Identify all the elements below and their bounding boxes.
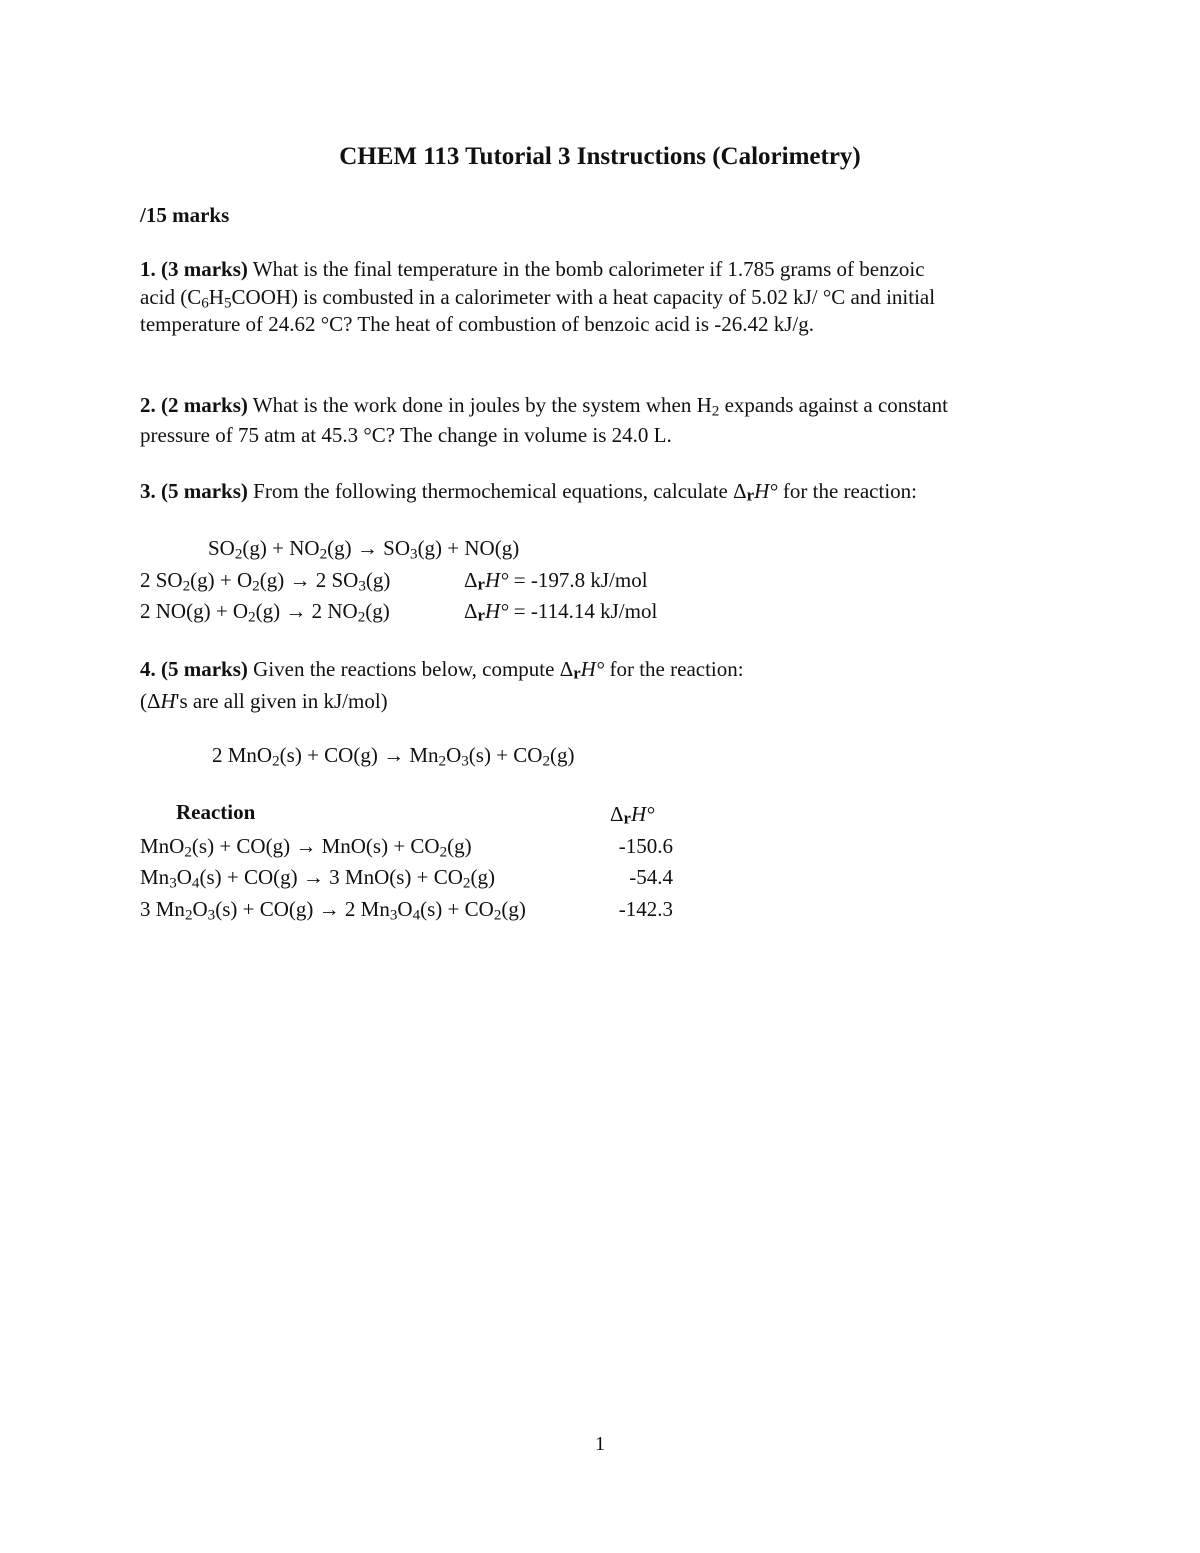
question-1-line-2: acid $(C_6H_5COOH)$ is combusted in a calorimeter with a heat capacity of 5.02 kJ/ °C and initial — [140, 285, 936, 312]
q3-target-reaction: SO2(g) + NO2(g) → SO3(g) + NO(g) — [208, 536, 520, 563]
question-3-line-1: 3. (5 marks) From the following thermochemical equations, calculate ΔrH° for the reaction: — [140, 479, 917, 505]
question-1-line-1: 1. (3 marks) What is the final temperature in the bomb calorimeter if 1.785 grams of benzoic — [140, 257, 925, 281]
table-header-enthalpy: ΔrH° — [610, 802, 655, 828]
page-title: CHEM 113 Tutorial 3 Instructions (Calorimetry) — [339, 143, 861, 170]
question-2-line-1: 2. (2 marks) What is the work done in joules by the system when $H_2$ expands against a constant — [140, 393, 948, 420]
page-number: 1 — [595, 1433, 605, 1455]
question-2-line-2: pressure of 75 atm at 45.3 °C? The change in volume is 24.0 L. — [140, 423, 672, 447]
q4-target-reaction: 2 MnO2(s) + CO(g) → Mn2O3(s) + CO2(g) — [212, 743, 575, 770]
q3-equation-1: 2 SO2(g) + O2(g) → 2 SO3(g) — [140, 568, 391, 595]
table-row-3-value: -142.3 — [618, 897, 673, 921]
question-4-line-1: 4. (5 marks) Given the reactions below, compute ΔrH° for the reaction: — [140, 657, 744, 683]
q3-equation-2-enthalpy: ΔrH° = -114.14 kJ/mol — [464, 599, 658, 625]
table-row-1-value: -150.6 — [618, 834, 673, 858]
table-row-2-value: -54.4 — [629, 865, 673, 889]
table-row-1-reaction: MnO2(s) + CO(g) → MnO(s) + CO2(g) — [140, 834, 472, 861]
table-header-reaction: Reaction — [176, 800, 256, 824]
q3-equation-1-enthalpy: ΔrH° = -197.8 kJ/mol — [464, 568, 648, 594]
total-marks: /15 marks — [140, 203, 230, 227]
question-1-line-3: temperature of 24.62 °C? The heat of combustion of benzoic acid is -26.42 kJ/g. — [140, 312, 814, 336]
table-row-3-reaction: 3 Mn2O3(s) + CO(g) → 2 Mn3O4(s) + CO2(g) — [140, 897, 526, 924]
q3-equation-2: 2 NO(g) + O2(g) → 2 NO2(g) — [140, 599, 390, 626]
question-4-line-2: (ΔH's are all given in kJ/mol) — [140, 689, 388, 713]
table-row-2-reaction: Mn3O4(s) + CO(g) → 3 MnO(s) + CO2(g) — [140, 865, 495, 892]
